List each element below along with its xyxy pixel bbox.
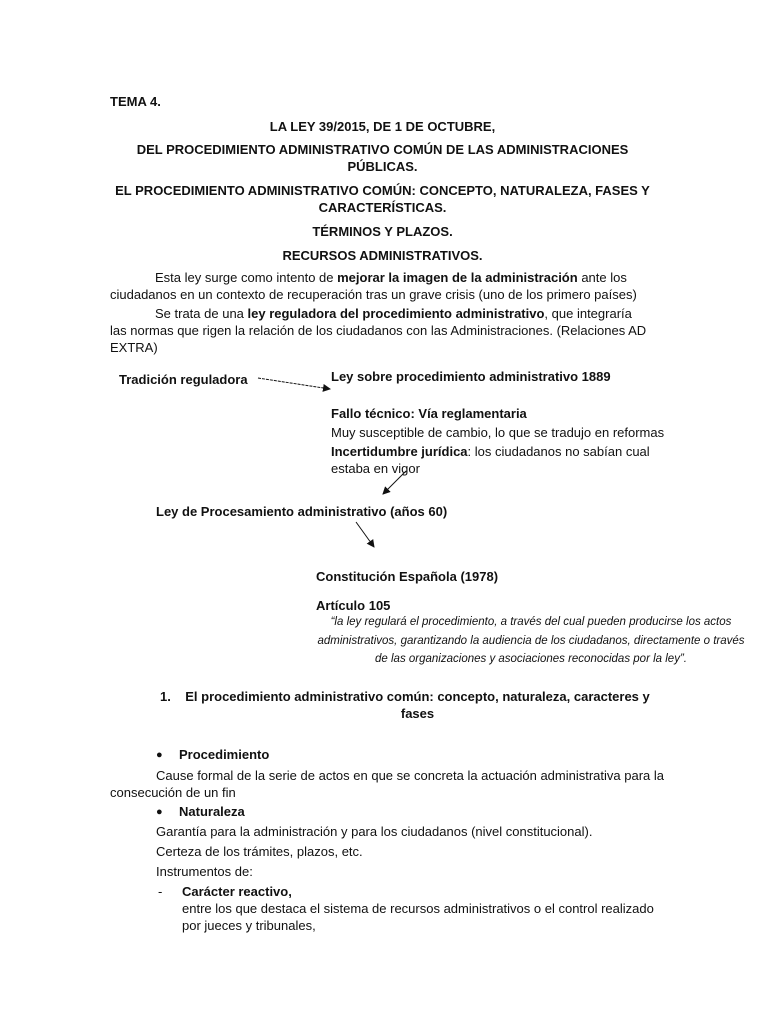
- ley-1889: Ley sobre procedimiento administrativo 1889: [331, 369, 611, 384]
- arrow-anos60-to-constitucion: [356, 522, 374, 547]
- title-line-2: DEL PROCEDIMIENTO ADMINISTRATIVO COMÚN DE LAS ADMINISTRACIONES PÚBLICAS.: [136, 142, 629, 174]
- bullet-dot: ●: [156, 749, 163, 761]
- procedimiento-label: Procedimiento: [179, 747, 270, 762]
- arrow-tradicion-to-1889: [258, 378, 330, 389]
- naturaleza-line-3: Instrumentos de:: [156, 864, 253, 879]
- procedimiento-text: Cause formal de la serie de actos en que se concreta la actuación administrativa para la consecución de un fin: [110, 768, 665, 800]
- title-line-4: TÉRMINOS Y PLAZOS.: [312, 224, 453, 239]
- intro-paragraph-1: Esta ley surge como intento de mejorar la imagen de la administración ante los ciudadanos en un contexto de recuperación tras un grave crisis (uno de los primero países): [110, 270, 637, 302]
- constitucion-espanola: Constitución Española (1978): [316, 569, 499, 584]
- ley-anos-60: Ley de Procesamiento administrativo (años 60): [156, 504, 448, 519]
- incertidumbre-juridica: Incertidumbre jurídica: los ciudadanos no sabían cual estaba en vigor: [331, 444, 650, 476]
- section-1-heading: El procedimiento administrativo común: concepto, naturaleza, caracteres y fases: [185, 689, 650, 721]
- tema-label: TEMA 4.: [110, 94, 161, 109]
- title-line-1: LA LEY 39/2015, DE 1 DE OCTUBRE,: [269, 119, 496, 134]
- fallo-tecnico: Fallo técnico: Vía reglamentaria: [331, 406, 527, 421]
- naturaleza-label: Naturaleza: [179, 804, 245, 819]
- section-1-number: 1.: [160, 689, 171, 704]
- tradicion-reguladora: Tradición reguladora: [119, 372, 248, 387]
- naturaleza-line-2: Certeza de los trámites, plazos, etc.: [156, 844, 363, 859]
- articulo-105: Artículo 105: [316, 598, 391, 613]
- dash-marker: -: [158, 884, 163, 899]
- intro-paragraph-2: Se trata de una ley reguladora del procedimiento administrativo, que integraría las normas que rigen la relación de los ciudadanos con las Administraciones. (Relaciones AD EXTRA): [110, 306, 647, 355]
- susceptible-cambio: Muy susceptible de cambio, lo que se tradujo en reformas: [331, 425, 665, 440]
- title-line-5: RECURSOS ADMINISTRATIVOS.: [282, 248, 483, 263]
- bullet-dot: ●: [156, 806, 163, 818]
- naturaleza-line-1: Garantía para la administración y para los ciudadanos (nivel constitucional).: [156, 824, 593, 839]
- caracter-reactivo-label: Carácter reactivo,: [182, 884, 292, 899]
- title-line-3: EL PROCEDIMIENTO ADMINISTRATIVO COMÚN: CONCEPTO, NATURALEZA, FASES Y CARACTERÍSTICAS.: [115, 183, 650, 215]
- articulo-105-quote: “la ley regulará el procedimiento, a través del cual pueden producirse los actos administrativos, garantizando la audiencia de los ciudadanos, directamente o través de las organizaciones y asociaciones reconocidas por la ley”.: [317, 616, 745, 665]
- caracter-reactivo-text: entre los que destaca el sistema de recursos administrativos o el control realizado por jueces y tribunales,: [182, 901, 654, 933]
